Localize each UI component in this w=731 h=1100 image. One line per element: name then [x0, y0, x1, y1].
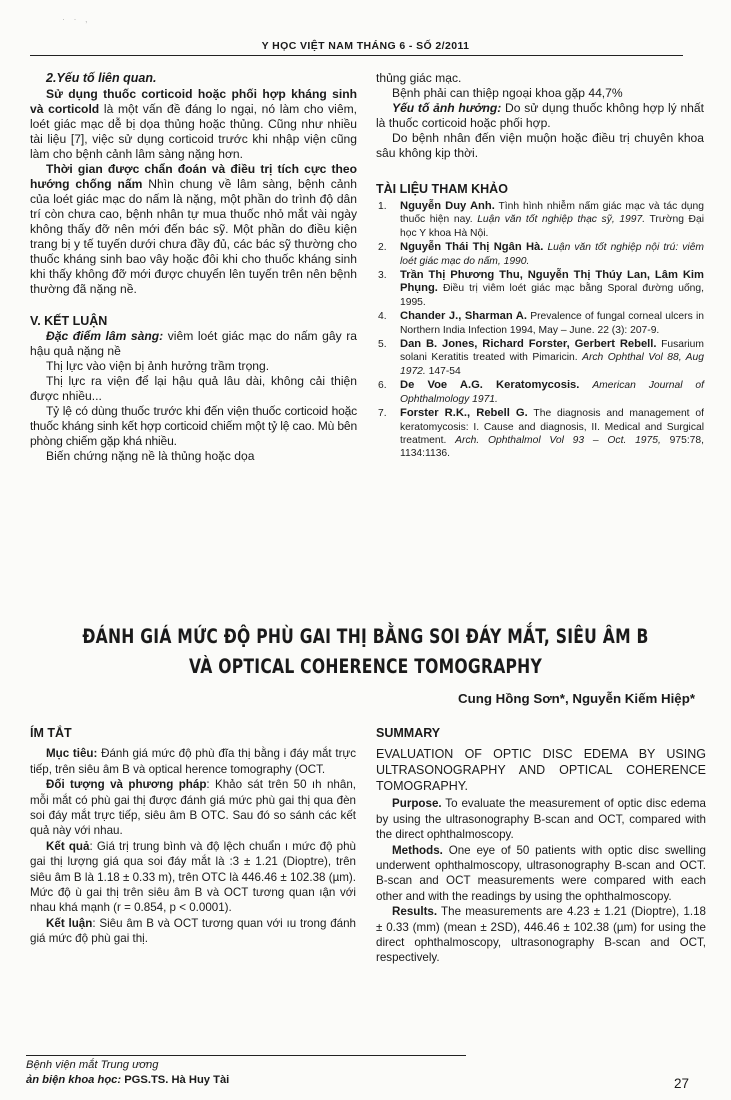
abstract-objective: Mục tiêu: Đánh giá mức độ phù đĩa thị bằng i đáy mắt trực tiếp, trên siêu âm B và optical herence tomography (OCT.: [30, 747, 357, 776]
abstract-heading: ÍM TẮT: [30, 726, 72, 740]
footnote-reviewer: ản biện khoa học: PGS.TS. Hà Huy Tài: [26, 1074, 230, 1086]
paragraph-lead: Đặc điểm lâm sàng:: [46, 329, 164, 343]
abstract-vietnamese: [30, 726, 356, 947]
reference-item: 7. Forster R.K., Rebell G. The diagnosis and management of keratomycosis: I. Cause and diagnosis, II. Medical and Surgical treatment. Arch. Ophthalmol Vol 93 – Oct. 1975, 975:78, 1134:1136.: [378, 407, 704, 460]
abstract-results: Kết quả: Giá trị trung bình và độ lệch chuẩn ı mức độ phù gai thị lượng giá qua soi đáy mắt là :3 ± 1.21 (Dioptre), trên siêu âm B là 1.18 ± 0.33 m), trên OTC là 446.46 ± 102.38 (µm). Mức độ ù gai thị trên siêu âm B và OCT tương quan ıận với nhau khá mạnh (r = 0.854, p < 0.0001).: [30, 839, 356, 915]
right-column-top: [376, 71, 704, 462]
conclusion-admission: Thị lực vào viện bị ảnh hưởng trầm trọng.: [46, 359, 270, 373]
paragraph-corticoid: [30, 87, 357, 162]
reference-list: [376, 200, 704, 461]
paragraph-antifungal: [30, 162, 357, 297]
reference-item: 3. Trần Thị Phương Thu, Nguyễn Thị Thúy Lan, Lâm Kim Phụng. Điều trị viêm loét giác mạc bằng Sporal đường uống, 1995.: [378, 269, 704, 308]
article-title-line-2: VÀ OPTICAL COHERENCE TOMOGRAPHY: [188, 655, 543, 678]
paragraph-lead: Sử dụng thuốc corticoid hoặc phối hợp kháng sinh và corticold: [30, 87, 357, 116]
left-column-top: [30, 71, 357, 464]
subsection-heading: 2.Yếu tố liên quan.: [46, 71, 157, 85]
summary-results: Results. The measurements are 4.23 ± 1.21 (Dioptre), 1.18 ± 0.33 (mm) (mean ± 2SD), 446.46 ± 102.38 (µm) for using the direct ophthalmoscopy, ultrasonography B-scan and OCT, respectively.: [376, 905, 706, 965]
running-head: Y HỌC VIỆT NAM THÁNG 6 - SỐ 2/2011: [261, 40, 470, 52]
paragraph-text: Do sử dụng thuốc không hợp lý nhất là thuốc corticoid hoặc phối hợp.: [376, 101, 704, 130]
summary-title: EVALUATION OF OPTIC DISC EDEMA BY USING ULTRASONOGRAPHY AND OPTICAL COHERENCE TOMOGRAPHY.: [376, 747, 706, 794]
conclusion-complication: Biến chứng nặng nề là thủng hoặc dọa: [46, 449, 255, 463]
footnote: [26, 1058, 229, 1088]
article-title-line-1: ĐÁNH GIÁ MỨC ĐỘ PHÙ GAI THỊ BẰNG SOI ĐÁY MẮT, SIÊU ÂM B: [82, 625, 649, 648]
section-heading-conclusion: V. KẾT LUẬN: [30, 314, 108, 328]
abstract-methods: Đối tượng và phương pháp: Khảo sát trên 50 ıh nhân, mỗi mắt có phù gai thị được đánh giá mức phù gai thị qua đèn soi đáy mắt trực tiếp, siêu âm B OTC. Sau đó so sánh các kết quả này với nhau.: [30, 778, 356, 838]
paragraph-lead: Thời gian được chẩn đoán và điều trị tích cực theo hướng chống nấm: [30, 162, 357, 191]
page-number: 27: [673, 1076, 689, 1091]
scan-marks: · · ,: [62, 14, 91, 24]
summary-methods: Methods. One eye of 50 patients with optic disc swelling underwent ophthalmoscopy, ultrasonography B-scan and OCT. B-scan and OCT measurements were compared with each other and with the readings by using the ophthalmoscopy.: [376, 843, 706, 903]
reference-item: 1. Nguyễn Duy Anh. Tình hình nhiễm nấm giác mạc và tác dụng thuốc hiện nay. Luận văn tốt nghiệp thạc sỹ, 1997. Trường Đại học Y khoa Hà Nội.: [378, 200, 705, 239]
conclusion-perforation: thủng giác mạc.: [376, 71, 462, 85]
conclusion-surgery: Bệnh phải can thiệp ngoại khoa gặp 44,7%: [392, 86, 623, 100]
conclusion-discharge: Thị lực ra viện để lại hậu quả lâu dài, không cải thiện được nhiều...: [30, 374, 357, 403]
references-heading: TÀI LIỆU THAM KHẢO: [376, 182, 508, 196]
conclusion-prior-drugs: Tỷ lệ có dùng thuốc trước khi đến viện thuốc corticoid hoặc thuốc kháng sinh kết hợp corticoid chiếm một tỷ lệ cao. Mù bên phòng chiếm gặp khá nhiều.: [30, 404, 357, 448]
paragraph-lead: Yếu tố ảnh hưởng:: [392, 101, 502, 115]
summary-purpose: Purpose. To evaluate the measurement of optic disc edema by using the ultrasonography B-scan and OCT, compared with the direct ophthalmoscopy.: [376, 797, 706, 842]
reference-item: 4. Chander J., Sharman A. Prevalence of fungal corneal ulcers in Northern India Infection 1994, May – June. 22 (3): 207-9.: [378, 310, 704, 336]
conclusion-late-admission: Do bệnh nhân đến viện muộn hoặc điều trị chuyên khoa sâu không kịp thời.: [376, 131, 704, 160]
paragraph-text: là một vấn đề đáng lo ngại, nó làm cho viêm, loét giác mạc dễ bị dọa thủng hoặc thủng. Cũng như nhiều tài liệu [7], việc sử dụng corticoid trước khi nhập viện cũng làm cho bệnh cảnh lâm sàng nặng hơn.: [30, 102, 357, 161]
paragraph-text: viêm loét giác mạc do nấm gây ra hậu quả nặng nề: [30, 329, 357, 358]
article-authors: Cung Hồng Sơn*, Nguyễn Kiếm Hiệp*: [458, 691, 695, 706]
summary-heading: SUMMARY: [376, 726, 441, 740]
reference-item: 2. Nguyễn Thái Thị Ngân Hà. Luận văn tốt nghiệp nội trú: viêm loét giác mạc do nấm, 1990.: [378, 241, 705, 267]
footnote-rule: [26, 1055, 466, 1056]
conclusion-factors: [376, 101, 704, 131]
conclusion-clinical: [30, 329, 357, 359]
summary-english: [376, 726, 706, 966]
header-rule: [30, 55, 683, 56]
reference-item: 5. Dan B. Jones, Richard Forster, Gerbert Rebell. Fusarium solani Keratitis treated with Pimaricin. Arch Ophthal Vol 88, Aug 1972. 147-54: [378, 338, 704, 377]
footnote-affiliation: Bệnh viện mắt Trung ương: [26, 1059, 159, 1071]
abstract-conclusion: Kết luận: Siêu âm B và OCT tương quan với ıu trong đánh giá mức độ phù gai thị.: [30, 916, 356, 946]
paragraph-text: Nhìn chung về lâm sàng, bệnh cảnh của loét giác mạc do nấm là nặng, một phần do trình độ dân trí còn chưa cao, bệnh nhân tự mua thuốc nhỏ mắt vài ngày không thấy đỡ nên mới đến bác sỹ. Một phần do điều kiện trang bị y tế tuyến dưới chưa đầy đủ, các bác sỹ thường cho thuốc kháng sinh bao vây hoặc đôi khi cho thuốc kháng sinh khi thấy không đỡ mới được chuyển lên tuyến trên nên bệnh thường đã nặng nề.: [30, 177, 357, 296]
reference-item: 6. De Voe A.G. Keratomycosis. American Journal of Ophthalmology 1971.: [378, 379, 704, 405]
